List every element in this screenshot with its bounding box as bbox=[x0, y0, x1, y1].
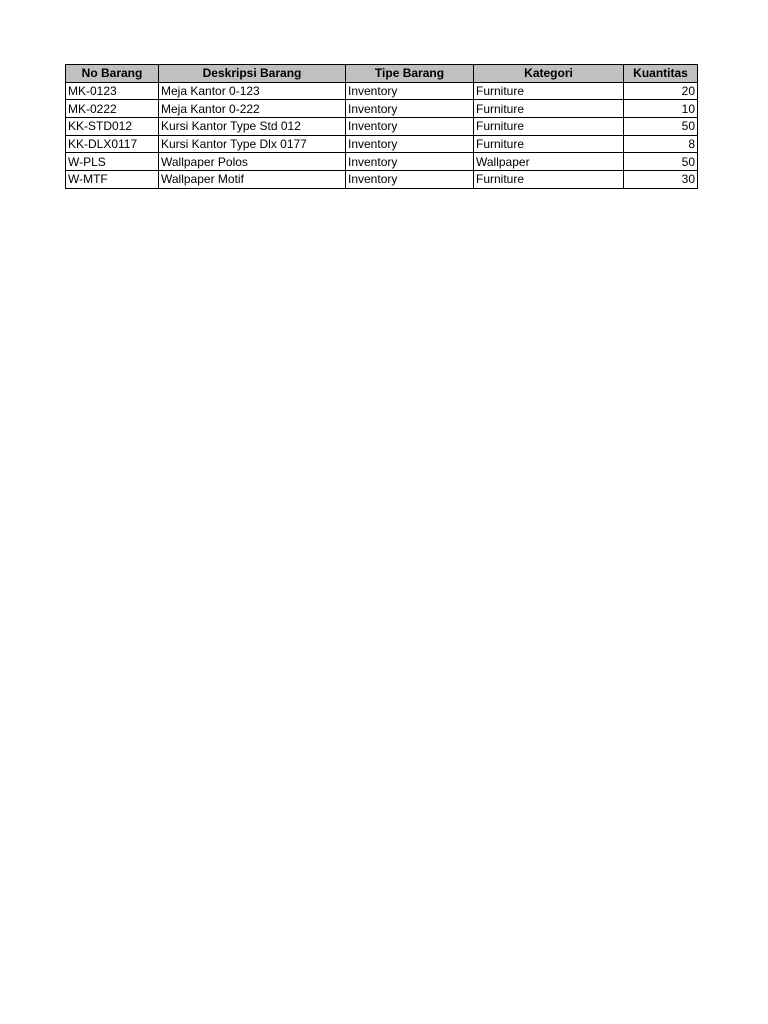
cell-kuantitas: 10 bbox=[624, 100, 698, 118]
table-row bbox=[66, 100, 698, 118]
table-row bbox=[66, 171, 698, 189]
header-kuantitas: Kuantitas bbox=[624, 65, 698, 83]
cell-kategori: Furniture bbox=[474, 100, 624, 118]
cell-tipe-barang: Inventory bbox=[346, 100, 474, 118]
cell-deskripsi-barang: Wallpaper Motif bbox=[159, 171, 346, 189]
header-tipe-barang: Tipe Barang bbox=[346, 65, 474, 83]
cell-no-barang: MK-0123 bbox=[66, 82, 159, 100]
cell-tipe-barang: Inventory bbox=[346, 171, 474, 189]
cell-tipe-barang: Inventory bbox=[346, 118, 474, 136]
cell-kategori: Furniture bbox=[474, 118, 624, 136]
header-deskripsi-barang: Deskripsi Barang bbox=[159, 65, 346, 83]
cell-kategori: Furniture bbox=[474, 135, 624, 153]
cell-no-barang: W-PLS bbox=[66, 153, 159, 171]
inventory-table bbox=[65, 64, 698, 189]
cell-no-barang: KK-DLX0117 bbox=[66, 135, 159, 153]
cell-tipe-barang: Inventory bbox=[346, 135, 474, 153]
cell-kuantitas: 8 bbox=[624, 135, 698, 153]
table-row bbox=[66, 82, 698, 100]
header-kategori: Kategori bbox=[474, 65, 624, 83]
cell-kategori: Furniture bbox=[474, 82, 624, 100]
table-row bbox=[66, 135, 698, 153]
cell-kategori: Wallpaper bbox=[474, 153, 624, 171]
cell-deskripsi-barang: Wallpaper Polos bbox=[159, 153, 346, 171]
cell-tipe-barang: Inventory bbox=[346, 82, 474, 100]
cell-no-barang: W-MTF bbox=[66, 171, 159, 189]
header-no-barang: No Barang bbox=[66, 65, 159, 83]
cell-deskripsi-barang: Kursi Kantor Type Std 012 bbox=[159, 118, 346, 136]
cell-deskripsi-barang: Kursi Kantor Type Dlx 0177 bbox=[159, 135, 346, 153]
cell-kuantitas: 30 bbox=[624, 171, 698, 189]
table-header-row bbox=[66, 65, 698, 83]
cell-deskripsi-barang: Meja Kantor 0-123 bbox=[159, 82, 346, 100]
cell-kuantitas: 20 bbox=[624, 82, 698, 100]
cell-kuantitas: 50 bbox=[624, 153, 698, 171]
cell-tipe-barang: Inventory bbox=[346, 153, 474, 171]
cell-no-barang: KK-STD012 bbox=[66, 118, 159, 136]
table-row bbox=[66, 153, 698, 171]
table-row bbox=[66, 118, 698, 136]
cell-kuantitas: 50 bbox=[624, 118, 698, 136]
cell-deskripsi-barang: Meja Kantor 0-222 bbox=[159, 100, 346, 118]
cell-kategori: Furniture bbox=[474, 171, 624, 189]
cell-no-barang: MK-0222 bbox=[66, 100, 159, 118]
